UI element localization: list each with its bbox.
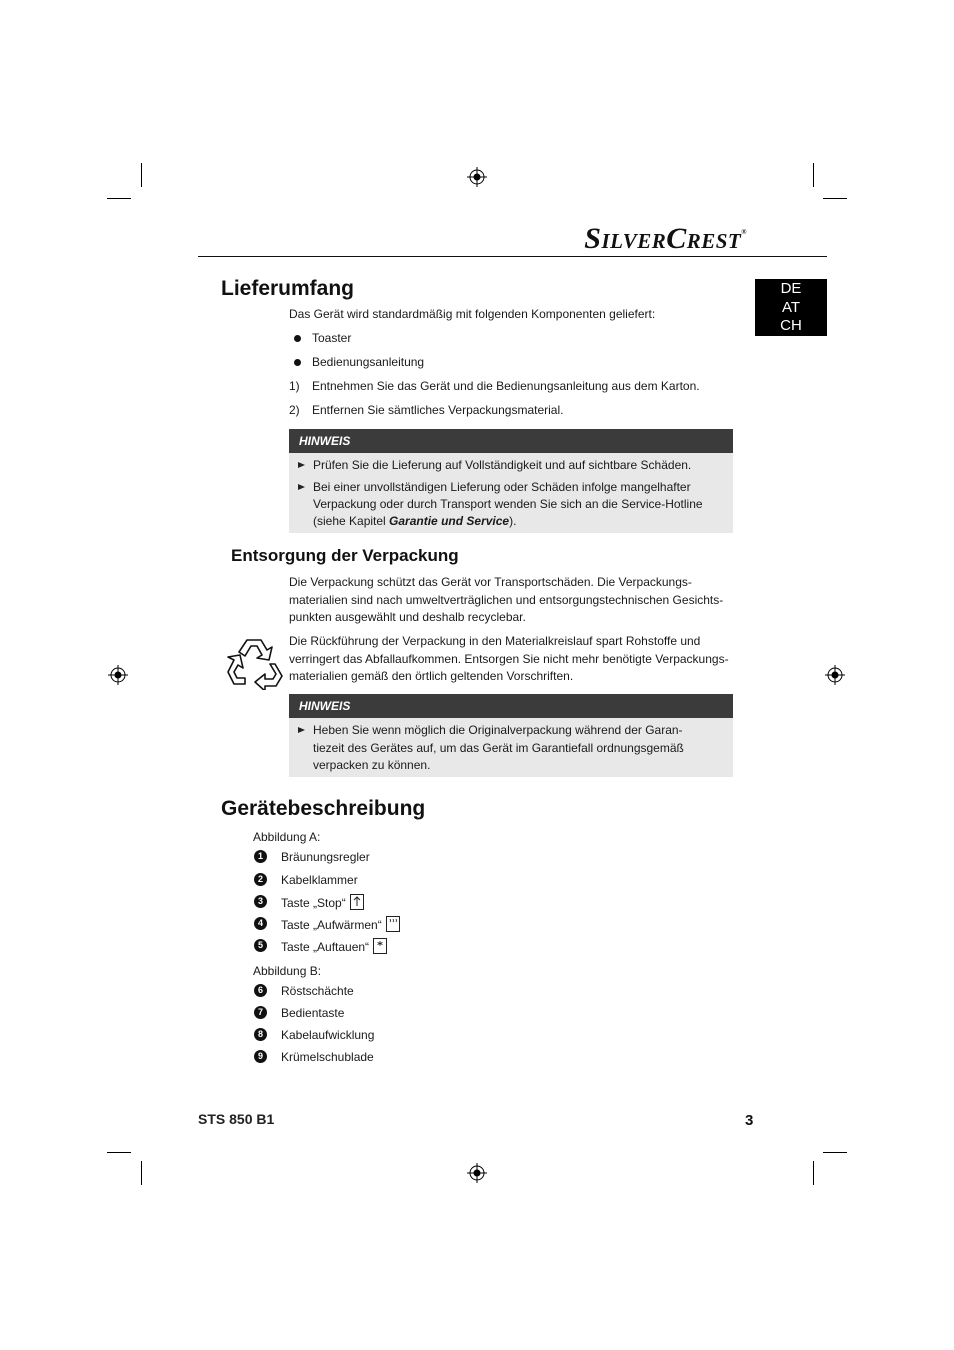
registration-mark-icon	[108, 665, 128, 685]
note-item: Bei einer unvollständigen Lieferung oder Schäden infolge mangelhafter Verpackung oder durch Transport wenden Sie sich an die Service-Hotline (siehe Kapitel Garantie und Service).	[289, 479, 733, 530]
reheat-button-icon	[386, 916, 400, 932]
crop-mark	[107, 1152, 131, 1153]
number-badge: 7	[254, 1006, 267, 1019]
bullet-icon	[294, 335, 301, 342]
number-badge: 8	[254, 1028, 267, 1041]
crop-mark	[141, 163, 142, 187]
crop-mark	[813, 163, 814, 187]
section-title-lieferumfang: Lieferumfang	[221, 277, 355, 300]
number-badge: 6	[254, 984, 267, 997]
figure-label: Abbildung A:	[253, 830, 321, 844]
stop-button-icon	[350, 894, 364, 910]
number-badge: 4	[254, 917, 267, 930]
number-badge: 5	[254, 939, 267, 952]
crop-mark	[823, 198, 847, 199]
defrost-button-icon	[373, 938, 387, 954]
crop-mark	[813, 1161, 814, 1185]
note-title: HINWEIS	[289, 694, 733, 718]
note-title: HINWEIS	[289, 429, 733, 453]
language-tab	[755, 279, 827, 336]
paragraph: Die Verpackung schützt das Gerät vor Transportschäden. Die Verpackungs- materialien sind nach umweltverträglichen und entsorgungstechnischen Gesichts- punkten ausgewählt und deshalb recyclebar.	[289, 575, 724, 624]
lang-code: AT	[781, 298, 801, 316]
lang-code: DE	[780, 280, 802, 297]
crop-mark	[141, 1161, 142, 1185]
crop-mark	[107, 198, 131, 199]
note-item: Prüfen Sie die Lieferung auf Vollständigkeit und auf sichtbare Schäden.	[289, 457, 733, 474]
note-box	[289, 694, 733, 777]
intro-text: Das Gerät wird standardmäßig mit folgenden Komponenten geliefert:	[289, 307, 656, 321]
footer-model-number: STS 850 B1	[198, 1111, 275, 1127]
section-title-geraetebeschreibung: Gerätebeschreibung	[221, 797, 426, 820]
number-badge: 2	[254, 873, 267, 886]
arrow-right-icon	[298, 727, 305, 733]
brand-logo: SILVERCREST®	[584, 222, 747, 255]
registration-mark-icon	[825, 665, 845, 685]
registration-mark-icon	[467, 167, 487, 187]
bullet-icon	[294, 359, 301, 366]
header-rule	[198, 256, 827, 257]
note-item: Heben Sie wenn möglich die Originalverpackung während der Garan- tiezeit des Gerätes auf, um das Gerät im Garantiefall ordnungsgemäß verpacken zu können.	[289, 722, 733, 775]
paragraph: Die Rückführung der Verpackung in den Materialkreislauf spart Rohstoffe und verringert das Abfallaufkommen. Entsorgen Sie nicht mehr benötigte Verpackungs- materialien gemäß den örtlich geltenden Vorschriften.	[289, 634, 729, 683]
number-badge: 3	[254, 895, 267, 908]
arrow-right-icon	[298, 484, 305, 490]
section-title-entsorgung: Entsorgung der Verpackung	[231, 546, 459, 565]
number-badge: 9	[254, 1050, 267, 1063]
arrow-right-icon	[298, 462, 305, 468]
figure-label: Abbildung B:	[253, 964, 322, 978]
registration-mark-icon	[467, 1163, 487, 1183]
lang-code: CH	[780, 317, 802, 334]
number-badge: 1	[254, 850, 267, 863]
page-number: 3	[745, 1112, 754, 1129]
note-box	[289, 429, 733, 533]
recycling-icon	[225, 634, 283, 690]
crop-mark	[823, 1152, 847, 1153]
